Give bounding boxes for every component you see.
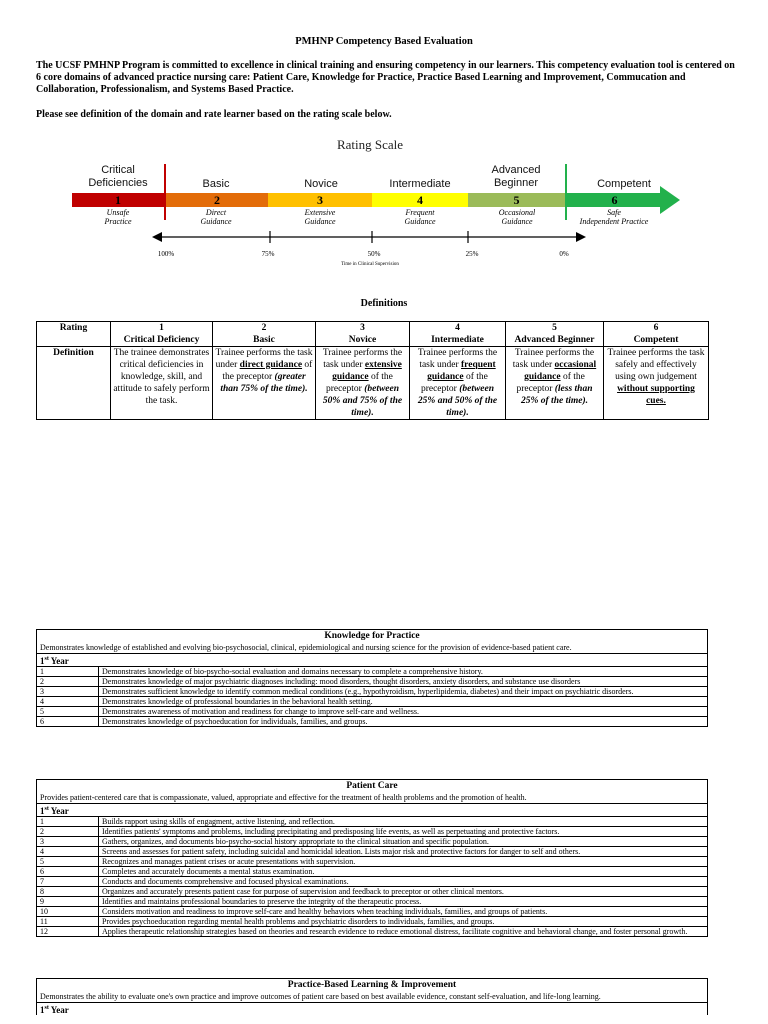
practice-based-learning-table (36, 978, 708, 1015)
level-segment-3: 3 (268, 193, 372, 207)
patient-care-year-label: 1st Year (37, 804, 707, 817)
rating-cell-5: 5 Advanced Beginner (506, 322, 604, 347)
knowledge-for-practice-table (36, 629, 708, 727)
definitions-table (36, 321, 709, 420)
knowledge-row-number: 5 (37, 707, 99, 716)
patient-care-row-number: 6 (37, 867, 99, 876)
level-desc-1: Unsafe Practice (104, 208, 132, 226)
knowledge-title: Knowledge for Practice (324, 631, 420, 641)
definition-cell-3: Trainee performs the task under extensive guidance of the preceptor (between 50% and 75% of the time). (316, 347, 410, 420)
knowledge-row-number: 6 (37, 717, 99, 726)
patient-care-row-number: 8 (37, 887, 99, 896)
level-label-4: Intermediate (389, 178, 451, 190)
rating-header-cell: Rating (37, 322, 111, 347)
patient-care-row-text: Recognizes and manages patient crises or acute presentations with supervision. (102, 857, 356, 866)
pbli-year-label: 1st Year (40, 1005, 69, 1015)
level-segment-5: 5 (468, 193, 565, 207)
patient-care-row-number: 10 (37, 907, 99, 916)
pbli-title: Practice-Based Learning & Improvement (287, 980, 457, 990)
level-segment-2: 2 (166, 193, 268, 207)
knowledge-row-number: 1 (37, 667, 99, 676)
patient-care-row (37, 927, 707, 936)
patient-care-description: Provides patient-centered care that is compassionate, valued, appropriate and effective for the treatment of health problems and the promotion of health. (37, 792, 707, 804)
definition-cell-1: The trainee demonstrates critical deficiencies in knowledge, skill, and attitude to safely perform the task. (111, 347, 213, 420)
rating-scale-title: Rating Scale (336, 137, 404, 152)
patient-care-row-text: Applies therapeutic relationship strategies based on theories and research evidence to reduce emotional distress, facilitate cognitive and behavioral change, and foster personal growth. (102, 927, 688, 936)
critical-marker-line (164, 164, 166, 220)
knowledge-row-number: 2 (37, 677, 99, 686)
level-segment-4: 4 (372, 193, 468, 207)
patient-care-row (37, 847, 707, 857)
patient-care-row-number: 12 (37, 927, 99, 936)
level-desc-6: Safe Independent Practice (579, 208, 649, 226)
patient-care-row-text: Organizes and accurately presents patient case for purpose of supervision and feedback to preceptor or other clinical mentors. (102, 887, 504, 896)
level-label-1: Critical Deficiencies (88, 164, 148, 189)
patient-care-row-number: 1 (37, 817, 99, 826)
patient-care-row (37, 827, 707, 837)
supervision-timeline (150, 229, 590, 247)
patient-care-row-text: Gathers, organizes, and documents bio-psycho-social history appropriate to the clinical situation and specific population. (102, 837, 489, 846)
level-label-6: Competent (597, 178, 651, 190)
definitions-header-row (37, 322, 709, 347)
timeline-tick-25: 25% (465, 250, 479, 258)
knowledge-row (37, 697, 707, 707)
patient-care-row (37, 817, 707, 827)
timeline-tick-0: 0% (559, 250, 569, 258)
timeline-label: Time in Clinical Supervision (341, 262, 399, 267)
knowledge-row (37, 707, 707, 717)
patient-care-row-text: Conducts and documents comprehensive and focused physical examinations. (102, 877, 349, 886)
definition-cell-5: Trainee performs the task under occasional guidance of the preceptor (less than 25% of the time). (506, 347, 604, 420)
knowledge-row-text: Demonstrates knowledge of professional boundaries in the behavioral health setting. (102, 697, 373, 706)
patient-care-row (37, 837, 707, 847)
knowledge-row-text: Demonstrates awareness of motivation and readiness for change to improve self-care and wellness. (102, 707, 419, 716)
timeline-tick-75: 75% (261, 250, 275, 258)
document-title: PMHNP Competency Based Evaluation (295, 36, 473, 47)
patient-care-row-number: 7 (37, 877, 99, 886)
patient-care-row-number: 3 (37, 837, 99, 846)
definitions-body-row (37, 347, 709, 420)
knowledge-year-label: 1st Year (37, 654, 707, 667)
knowledge-row-number: 3 (37, 687, 99, 696)
definition-cell-4: Trainee performs the task under frequent guidance of the preceptor (between 25% and 50% of the time). (410, 347, 506, 420)
patient-care-row (37, 897, 707, 907)
pbli-description: Demonstrates the ability to evaluate one's own practice and improve outcomes of patient care based on best available evidence, constant self-evaluation, and life-long learning. (37, 991, 707, 1003)
patient-care-title: Patient Care (346, 781, 398, 791)
level-desc-2: Direct Guidance (200, 208, 232, 226)
knowledge-row-text: Demonstrates knowledge of psychoeducation for individuals, families, and groups. (102, 717, 368, 726)
scale-arrow-head-icon (660, 186, 682, 214)
patient-care-row-number: 2 (37, 827, 99, 836)
level-segment-1: 1 (72, 193, 164, 207)
knowledge-row-text: Demonstrates knowledge of bio-psycho-social evaluation and domains necessary to complete a comprehensive history. (102, 667, 483, 676)
patient-care-row (37, 917, 707, 927)
patient-care-row-text: Builds rapport using skills of engagment, active listening, and reflection. (102, 817, 335, 826)
instructions: Please see definition of the domain and rate learner based on the rating scale below. (36, 109, 392, 120)
knowledge-description: Demonstrates knowledge of established and evolving bio-psychosocial, clinical, epidemiological and nursing science for the provision of evidence-based patient care. (37, 642, 707, 654)
patient-care-row-text: Considers motivation and readiness to improve self-care and healthy behaviors when teaching individuals, families, and groups of patients. (102, 907, 548, 916)
definition-header-cell: Definition (37, 347, 111, 420)
rating-cell-4: 4 Intermediate (410, 322, 506, 347)
patient-care-row-number: 5 (37, 857, 99, 866)
definitions-title: Definitions (360, 298, 408, 309)
patient-care-row-number: 11 (37, 917, 99, 926)
timeline-tick-100: 100% (157, 250, 175, 258)
patient-care-row-text: Completes and accurately documents a mental status examination. (102, 867, 315, 876)
level-segment-6: 6 (567, 193, 662, 207)
level-desc-4: Frequent Guidance (404, 208, 436, 226)
level-label-3: Novice (304, 178, 338, 190)
timeline-tick-50: 50% (367, 250, 381, 258)
rating-cell-2: 2 Basic (213, 322, 316, 347)
definition-cell-2: Trainee performs the task under direct guidance of the preceptor (greater than 75% of the time). (213, 347, 316, 420)
knowledge-row (37, 677, 707, 687)
knowledge-row (37, 687, 707, 697)
patient-care-row-text: Identifies and maintains professional boundaries to preserve the integrity of the therapeutic process. (102, 897, 422, 906)
patient-care-row-text: Provides psychoeducation regarding mental health problems and psychiatric disorders to individuals, families, and groups. (102, 917, 495, 926)
intro-paragraph: The UCSF PMHNP Program is committed to excellence in clinical training and ensuring competency in our learners. This competency evaluation tool is centered on 6 core domains of advanced practice nursing care: Patient Care, Knowledge for Practice, Practice Based Learning and Improvement, Commucation and Collaboration, Professionalism, and Systems Based Practice. (36, 60, 735, 95)
level-desc-5: Occasional Guidance (498, 208, 536, 226)
patient-care-row-number: 4 (37, 847, 99, 856)
knowledge-row-text: Demonstrates knowledge of major psychiatric diagnoses including: mood disorders, thought disorders, anxiety disorders, and substance use disorders (102, 677, 581, 686)
knowledge-row (37, 717, 707, 726)
patient-care-row (37, 857, 707, 867)
patient-care-row (37, 867, 707, 877)
patient-care-row-number: 9 (37, 897, 99, 906)
definition-cell-6: Trainee performs the task safely and effectively using own judgement without supporting cues. (604, 347, 709, 420)
rating-cell-3: 3 Novice (316, 322, 410, 347)
knowledge-row (37, 667, 707, 677)
patient-care-row-text: Screens and assesses for patient safety, including suicidal and homicidal ideation. Lists major risk and protective factors for danger to self and others. (102, 847, 581, 856)
rating-cell-1: 1 Critical Deficiency (111, 322, 213, 347)
knowledge-row-text: Demonstrates sufficient knowledge to identify common medical conditions (e.g., hypothyroidism, hyperlipidemia, diabetes) and their impact on psychiatric disorders. (102, 687, 634, 696)
patient-care-row (37, 877, 707, 887)
patient-care-row-text: Identifies patients' symptoms and problems, including precipitating and predisposing life events, as well as perpetuating and protective factors. (102, 827, 560, 836)
patient-care-row (37, 907, 707, 917)
patient-care-row (37, 887, 707, 897)
level-label-2: Basic (202, 178, 230, 190)
level-label-5: Advanced Beginner (491, 164, 541, 189)
level-desc-3: Extensive Guidance (304, 208, 336, 226)
knowledge-row-number: 4 (37, 697, 99, 706)
patient-care-table (36, 779, 708, 937)
rating-cell-6: 6 Competent (604, 322, 709, 347)
